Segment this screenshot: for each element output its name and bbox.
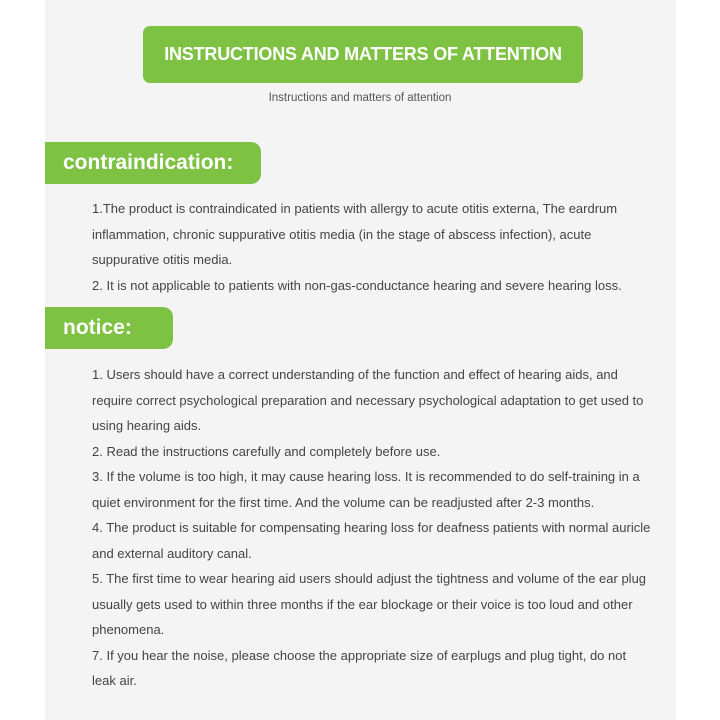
notice-item: 1. Users should have a correct understanding of the function and effect of hearing aids, and require correct psychological preparation and necessary psychological adaptation to get used to using hearing aids. xyxy=(92,367,644,433)
page-subtitle: Instructions and matters of attention xyxy=(268,92,452,104)
contraindication-item: 1.The product is contraindicated in patients with allergy to acute otitis externa, The eardrum inflammation, chronic suppurative otitis media (in the stage of abscess infection), acute suppurative otitis media. xyxy=(92,201,618,267)
notice-item: 3. If the volume is too high, it may cause hearing loss. It is recommended to do self-training in a quiet environment for the first time. And the volume can be readjusted after 2-3 months. xyxy=(92,469,640,510)
contraindication-list xyxy=(92,196,652,298)
notice-heading xyxy=(45,307,173,349)
notice-item: 4. The product is suitable for compensating hearing loss for deafness patients with normal auricle and external auditory canal. xyxy=(92,520,651,561)
notice-item: 7. If you hear the noise, please choose the appropriate size of earplugs and plug tight, do not leak air. xyxy=(92,647,627,688)
page-title: INSTRUCTIONS AND MATTERS OF ATTENTION xyxy=(164,44,562,64)
notice-item: 2. Read the instructions carefully and completely before use. xyxy=(92,443,441,459)
contraindication-heading-label: contraindication: xyxy=(63,151,234,174)
contraindication-heading xyxy=(45,142,261,184)
notice-item: 5. The first time to wear hearing aid users should adjust the tightness and volume of the ear plug usually gets used to within three months if the ear blockage or their voice is too loud and other phenomena. xyxy=(92,571,647,637)
title-banner xyxy=(143,26,583,83)
notice-list xyxy=(92,362,652,694)
notice-heading-label: notice: xyxy=(63,316,132,339)
contraindication-item: 2. It is not applicable to patients with non-gas-conductance hearing and severe hearing loss. xyxy=(92,277,622,293)
